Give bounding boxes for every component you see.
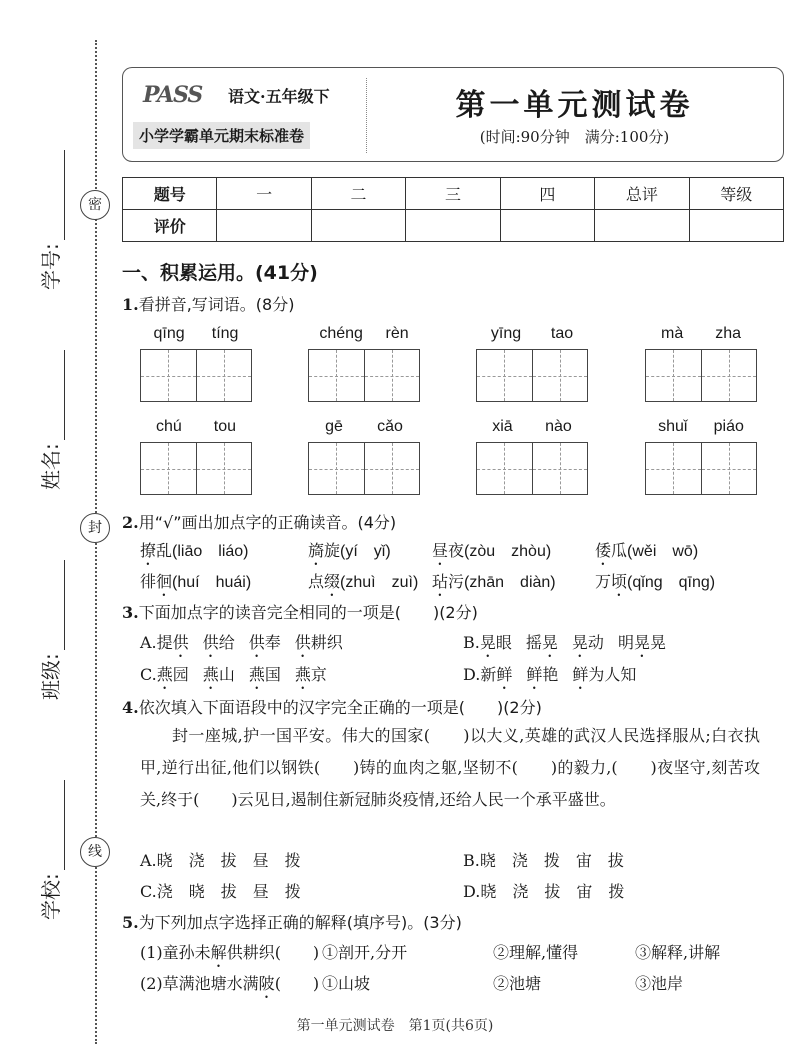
dotted-char: 解 xyxy=(210,943,227,962)
score-header-cell: 一 xyxy=(217,178,311,210)
pinyin-syllable: nào xyxy=(545,418,572,435)
option-word xyxy=(480,665,512,684)
q5-row[interactable] xyxy=(140,940,319,971)
option-word xyxy=(572,665,636,684)
pinyin-choices: (qǐng qīng) xyxy=(627,574,716,591)
word xyxy=(595,572,627,591)
text: (1)童孙未 xyxy=(140,943,211,962)
score-header-cell: 总评 xyxy=(595,178,689,210)
poem-line xyxy=(140,943,319,962)
grid-cell[interactable] xyxy=(197,443,252,494)
pinyin-word-box[interactable] xyxy=(140,418,252,495)
text: 京 xyxy=(310,665,327,684)
q4-option-a[interactable]: A.晓 浇 拔 昼 拨 xyxy=(140,851,301,870)
pinyin xyxy=(308,325,420,349)
score-input-cell[interactable] xyxy=(217,210,311,242)
q2-item[interactable] xyxy=(595,538,698,569)
q4-option-d[interactable]: D.晓 浇 拔 宙 拨 xyxy=(463,882,625,901)
option-word xyxy=(526,665,558,684)
pinyin-choices: (yí yǐ) xyxy=(340,543,391,560)
pinyin-choices: (zhān diàn) xyxy=(464,574,556,591)
seal-xian: 线 xyxy=(80,837,110,867)
writing-grid[interactable] xyxy=(476,349,588,402)
dotted-char: 燕 xyxy=(248,665,265,684)
q5-choice: ②池塘 xyxy=(493,974,542,993)
score-input-cell[interactable] xyxy=(311,210,405,242)
pinyin-syllable: chéng xyxy=(319,325,363,342)
option-word xyxy=(203,633,235,652)
q3-option-b[interactable] xyxy=(463,630,680,661)
dotted-char: 晃 xyxy=(633,633,650,652)
seal-mi: 密 xyxy=(80,190,110,220)
option-label: B. xyxy=(463,633,480,652)
q2-item[interactable] xyxy=(140,569,251,600)
text: 夜 xyxy=(448,541,465,560)
pinyin-syllable: cǎo xyxy=(377,418,403,435)
q2-item[interactable] xyxy=(432,538,551,569)
pinyin xyxy=(645,325,757,349)
pinyin-syllable: yīng xyxy=(490,325,522,342)
writing-grid[interactable] xyxy=(645,349,757,402)
text: 园 xyxy=(172,665,189,684)
q4-option-c[interactable]: C.浇 晓 拔 昼 拨 xyxy=(140,882,301,901)
time-score: (时间:90分钟 满分:100分) xyxy=(479,128,670,146)
pinyin-syllable: gē xyxy=(325,418,343,435)
option-label: C. xyxy=(140,665,157,684)
dotted-char: 供 xyxy=(172,633,189,652)
word xyxy=(595,541,627,560)
grid-cell[interactable] xyxy=(365,350,420,401)
text: 眼 xyxy=(495,633,512,652)
option-word xyxy=(249,665,281,684)
pinyin-word-box[interactable] xyxy=(645,325,757,402)
q5-choice: ①剖开,分开 xyxy=(322,943,408,962)
word xyxy=(308,541,340,560)
name-field[interactable]: 姓名: xyxy=(38,350,82,490)
grid-cell[interactable] xyxy=(646,443,702,494)
pinyin-syllable: xiā xyxy=(492,418,513,435)
grid-cell[interactable] xyxy=(702,350,757,401)
student-id-field[interactable]: 学号: xyxy=(38,150,82,290)
text: 为人知 xyxy=(588,665,637,684)
q2-item[interactable] xyxy=(140,538,249,569)
text: 万 xyxy=(595,572,612,591)
word xyxy=(140,541,172,560)
pinyin-choices: (zòu zhòu) xyxy=(464,543,552,560)
grid-cell[interactable] xyxy=(477,443,533,494)
q3-option-a[interactable] xyxy=(140,630,357,661)
option-label: D. xyxy=(463,665,481,684)
q2-item[interactable] xyxy=(308,538,391,569)
dotted-char: 徊 xyxy=(156,572,173,591)
grid-cell[interactable] xyxy=(197,350,252,401)
q3-option-d[interactable] xyxy=(463,662,650,693)
question-3: 3.下面加点字的读音完全相同的一项是( )(2分) xyxy=(122,603,478,622)
school-field[interactable]: 学校: xyxy=(38,780,82,920)
dotted-char: 旖 xyxy=(308,541,325,560)
q3-option-c[interactable] xyxy=(140,662,341,693)
text: ( ) xyxy=(274,974,320,993)
pinyin-syllable: chú xyxy=(155,418,182,435)
text: 乱 xyxy=(156,541,173,560)
pinyin-syllable: mà xyxy=(660,325,684,342)
pinyin-syllable: tou xyxy=(213,418,236,435)
option-word xyxy=(157,633,189,652)
pinyin-choices: (liāo liáo) xyxy=(172,543,249,560)
score-input-cell[interactable] xyxy=(689,210,783,242)
pinyin xyxy=(645,418,757,442)
class-field[interactable]: 班级: xyxy=(38,560,82,700)
text: 徘 xyxy=(140,572,157,591)
option-word xyxy=(203,665,235,684)
text: 耕织 xyxy=(310,633,343,652)
pinyin xyxy=(308,418,420,442)
grid-cell[interactable] xyxy=(365,443,420,494)
dotted-char: 鲜 xyxy=(526,665,543,684)
writing-grid[interactable] xyxy=(308,349,420,402)
grid-cell[interactable] xyxy=(477,350,533,401)
score-header-cell: 等级 xyxy=(689,178,783,210)
option-word xyxy=(480,633,512,652)
grid-cell[interactable] xyxy=(141,443,197,494)
text: 污 xyxy=(448,572,465,591)
text: 供耕织( ) xyxy=(226,943,320,962)
dotted-char: 倭 xyxy=(595,541,612,560)
word xyxy=(308,572,340,591)
word xyxy=(432,572,464,591)
text: 山 xyxy=(218,665,235,684)
text: 瓜 xyxy=(611,541,628,560)
writing-grid[interactable] xyxy=(645,442,757,495)
page-footer: 第一单元测试卷 第1页(共6页) xyxy=(296,1018,494,1034)
q5-choice: ③池岸 xyxy=(635,974,684,993)
q5-choice: ②理解,懂得 xyxy=(493,943,579,962)
pinyin-word-box[interactable] xyxy=(645,418,757,495)
pinyin-word-box[interactable] xyxy=(476,418,588,495)
option-word xyxy=(249,633,281,652)
dotted-char: 顷 xyxy=(611,572,628,591)
dotted-char: 燕 xyxy=(294,665,311,684)
grid-cell[interactable] xyxy=(309,350,365,401)
dotted-char: 晃 xyxy=(571,633,588,652)
pinyin-syllable: zha xyxy=(715,325,741,342)
question-2: 2.用“√”画出加点字的正确读音。(4分) xyxy=(122,513,397,532)
dotted-char: 晃 xyxy=(541,633,558,652)
pinyin xyxy=(476,325,588,349)
dotted-char: 供 xyxy=(202,633,219,652)
writing-grid[interactable] xyxy=(140,442,252,495)
q5-choice: ③解释,讲解 xyxy=(635,943,721,962)
q5-choice: ①山坡 xyxy=(322,974,371,993)
pinyin-word-box[interactable] xyxy=(476,325,588,402)
text: 新 xyxy=(480,665,497,684)
pinyin xyxy=(140,325,252,349)
score-input-cell[interactable] xyxy=(500,210,594,242)
score-row-label: 评价 xyxy=(123,210,217,242)
option-word xyxy=(295,665,327,684)
dotted-char: 供 xyxy=(248,633,265,652)
section-1-heading: 一、积累运用。(41分) xyxy=(122,262,318,284)
writing-grid[interactable] xyxy=(476,442,588,495)
word xyxy=(432,541,464,560)
option-label: A. xyxy=(140,633,157,652)
page-title: 第一单元测试卷 xyxy=(455,88,694,123)
text: 给 xyxy=(218,633,235,652)
pinyin-word-box[interactable] xyxy=(140,325,252,402)
dotted-char: 缀 xyxy=(324,572,341,591)
text: 旋 xyxy=(324,541,341,560)
text: 点 xyxy=(308,572,325,591)
option-word xyxy=(157,665,189,684)
pinyin-choices: (huí huái) xyxy=(172,574,252,591)
q4-option-b[interactable]: B.晓 浇 拨 宙 拔 xyxy=(463,851,624,870)
text: 国 xyxy=(264,665,281,684)
pinyin-syllable: piáo xyxy=(713,418,744,435)
score-table xyxy=(122,177,784,242)
dotted-char: 燕 xyxy=(202,665,219,684)
pinyin xyxy=(140,418,252,442)
pinyin-choices: (zhuì zuì) xyxy=(340,574,419,591)
dotted-char: 燕 xyxy=(156,665,173,684)
q2-item[interactable] xyxy=(308,569,418,600)
writing-grid[interactable] xyxy=(140,349,252,402)
score-input-cell[interactable] xyxy=(406,210,500,242)
option-word xyxy=(618,633,666,652)
word xyxy=(140,572,172,591)
q2-item[interactable] xyxy=(595,569,715,600)
writing-grid[interactable] xyxy=(308,442,420,495)
score-header-cell: 四 xyxy=(500,178,594,210)
text: 晃 xyxy=(649,633,666,652)
option-word xyxy=(295,633,343,652)
subject-grade: 语文·五年级下 xyxy=(228,87,330,106)
pass-logo: PASS xyxy=(143,82,203,108)
exam-header xyxy=(122,67,784,162)
series-name: 小学学霸单元期末标准卷 xyxy=(133,122,310,149)
dotted-char: 昼 xyxy=(432,541,449,560)
grid-cell[interactable] xyxy=(702,443,757,494)
score-input-cell[interactable] xyxy=(595,210,689,242)
text: 动 xyxy=(587,633,604,652)
text: 提 xyxy=(156,633,173,652)
pinyin-syllable: tao xyxy=(550,325,574,342)
dotted-char: 供 xyxy=(294,633,311,652)
grid-cell[interactable] xyxy=(309,443,365,494)
text: 艳 xyxy=(542,665,559,684)
grid-cell[interactable] xyxy=(141,350,197,401)
grid-cell[interactable] xyxy=(533,350,588,401)
dotted-char: 陂 xyxy=(258,974,275,993)
poem-line xyxy=(140,974,319,993)
pinyin-syllable: tíng xyxy=(211,325,239,342)
q5-row[interactable] xyxy=(140,971,319,1002)
dotted-char: 鲜 xyxy=(496,665,513,684)
dotted-char: 撩 xyxy=(140,541,157,560)
grid-cell[interactable] xyxy=(646,350,702,401)
q2-item[interactable] xyxy=(432,569,556,600)
text: 明 xyxy=(617,633,634,652)
pinyin-syllable: rèn xyxy=(385,325,409,342)
pinyin-syllable: qīng xyxy=(153,325,185,342)
grid-cell[interactable] xyxy=(533,443,588,494)
pinyin-word-box[interactable] xyxy=(308,325,420,402)
pinyin-word-box[interactable] xyxy=(308,418,420,495)
seal-feng: 封 xyxy=(80,513,110,543)
dotted-char: 鲜 xyxy=(572,665,589,684)
pinyin xyxy=(476,418,588,442)
pinyin-choices: (wěi wō) xyxy=(627,543,699,560)
score-header-cell: 三 xyxy=(406,178,500,210)
text: (2)草满池塘水满 xyxy=(140,974,259,993)
score-header-cell: 二 xyxy=(311,178,405,210)
score-header-cell: 题号 xyxy=(123,178,217,210)
option-word xyxy=(572,633,604,652)
text: 摇 xyxy=(525,633,542,652)
text: 奉 xyxy=(264,633,281,652)
question-4: 4.依次填入下面语段中的汉字完全正确的一项是( )(2分) xyxy=(122,698,542,717)
pinyin-syllable: shuǐ xyxy=(658,418,688,435)
dotted-char: 晃 xyxy=(479,633,496,652)
q4-passage: 封一座城,护一国平安。伟大的国家( )以大义,英雄的武汉人民选择服从;白衣执甲,逆行出征,他们以钢铁( )铸的血肉之躯,坚韧不( )的毅力,( )夜坚守,刻苦攻关,终于( )云见日,遏制住新冠肺炎疫情,还给人民一个承平盛世。 xyxy=(140,726,760,809)
option-word xyxy=(526,633,558,652)
question-5: 5.为下列加点字选择正确的解释(填序号)。(3分) xyxy=(122,913,462,932)
question-1: 1.看拼音,写词语。(8分) xyxy=(122,295,295,314)
dotted-char: 玷 xyxy=(432,572,449,591)
